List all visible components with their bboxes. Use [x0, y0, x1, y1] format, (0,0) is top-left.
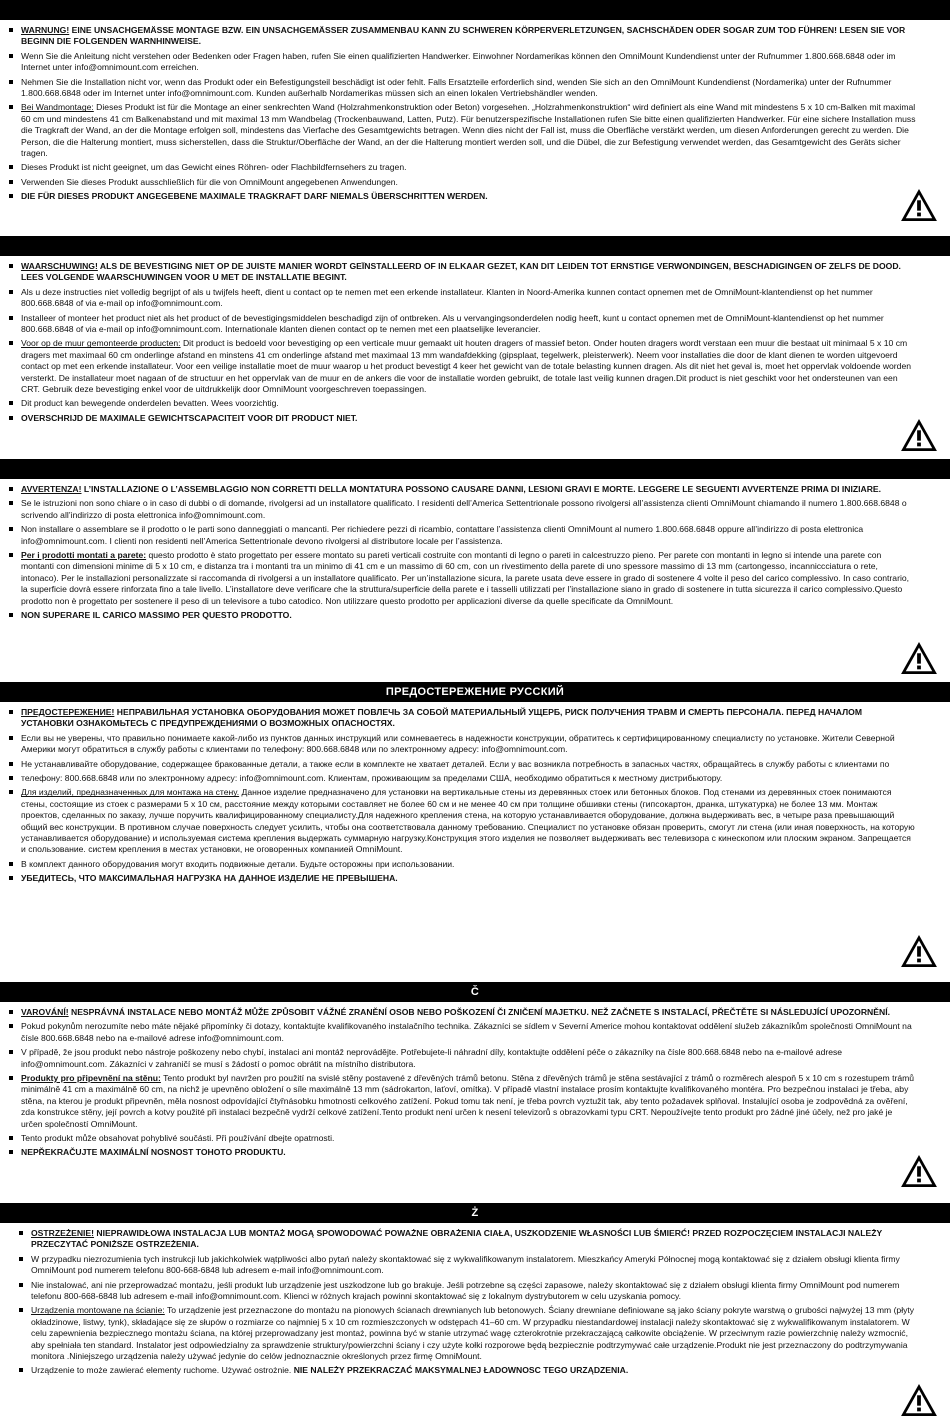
item-text: Dieses Produkt ist für die Montage an einer senkrechten Wand (Holzrahmenkonstruktion oder Beton) vorgesehen. „Holzrahmenkonstruktion“ wird definiert als eine Wand mit mindestens 5 x 10 cm-Balken mit maximal 60 cm und mindestens 41 cm Balkenabstand und mit maximal 13 mm Wandbelag (Trockenbauwand, Latten, Putz). Für benutzerspezifische Installationen rufen Sie bitte einen qualifizierten Handwerker. Für eine sichere Installation muss die Tragkraft der Wand, an der die Montage erfolgen soll, mindestens das Vierfache des Gesamtgewichts betragen. Wenn dies nicht der Fall ist, muss die Oberfläche verstärkt werden, um diesen Anforderungen gerecht zu werden. Die Person, die die Halterung montiert, muss sicherstellen, dass die Struktur/Oberfläche der Wand, an der die Halterung montiert werden soll, und die Dübel, die zur Befestigung verwendet werden, das Gesamtgewicht des Geräts sicher tragen. [21, 102, 916, 159]
list-item [18, 1228, 916, 1251]
item-text: УБЕДИТЕСЬ, ЧТО МАКСИМАЛЬНАЯ НАГРУЗКА НА ДАННОЕ ИЗДЕЛИЕ НЕ ПРЕВЫШЕНА. [21, 873, 398, 884]
section-header: ПРЕДОСТЕРЕЖЕНИЕ РУССКИЙ [0, 682, 950, 702]
item-text: телефону: 800.668.6848 или по электронному адресу: info@omnimount.com. Клиентам, проживающим за пределами США, необходимо обратиться к местному дистрибьютору. [21, 773, 723, 784]
warning-text: NESPRÁVNÁ INSTALACE NEBO MONTÁŽ MŮŽE ZPŮSOBIT VÁŽNÉ ZRANĚNÍ OSOB NEBO POŠKOZENÍ ČI ZNIČENÍ MAJETKU. NEŽ ZAČNETE S INSTALACÍ, PŘEČTĚTE SI NÁSLEDUJÍCÍ UPOZORNĚNÍ. [68, 1007, 890, 1017]
list-item [8, 873, 916, 884]
item-tail: NIE NALEŻY PRZEKRACZAĆ MAKSYMALNEJ ŁADOWNOSC TEGO URZĄDZENIA. [293, 1365, 629, 1376]
item-text: Nehmen Sie die Installation nicht vor, wenn das Produkt oder ein Befestigungsteil beschädigt ist oder fehlt. Falls Ersatzteile erforderlich sind, wenden Sie sich an den OmniMount Kundendienst (Nordamerika) unter der Rufnummer 1.800.668.6848 oder im Internet unter info@omnimount.com. Kunden außerhalb Nordamerikas müssen sich an einen lokalen Vertriebshändler wenden. [21, 76, 892, 99]
warning-triangle-icon [900, 1383, 938, 1417]
item-text: Nie instalować, ani nie przeprowadzać montażu, jeśli produkt lub urządzenie jest uszkodzone lub go brakuje. Jeśli potrzebne są części zapasowe, należy skontaktować się z działem obsługi klienta firmy OmniMount pod numerem telefonu 800-668-6848 lub adresem e-mail info@omnimount.com. Klienci w różnych krajach powinni skontaktować się z lokalnym dystrybutorem w celu uzyskania pomocy. [31, 1279, 900, 1302]
item-text: Не устанавливайте оборудование, содержащее бракованные детали, а также если в комплекте не хватает деталей. Если у вас возникла потребность в запасных частях, обращайтесь в службу работы с клиентами по [21, 758, 890, 769]
list-item [8, 338, 916, 395]
item-text: Verwenden Sie dieses Produkt ausschließlich für die von OmniMount angegebenen Anwendungen. [21, 176, 398, 187]
list-item [8, 733, 916, 756]
warning-lead: ПРЕДОСТЕРЕЖЕНИЕ! [21, 707, 115, 717]
item-text: Non installare o assemblare se il prodotto o le parti sono danneggiati o mancanti. Per richiedere pezzi di ricambio, contattare l’assistenza clienti OmniMount al numero 1.800.668.6848 oppure all’indirizzo di posta elettronica info@omnimount.com. I clienti non residenti nell’America Settentrionale devono rivolgersi al distributore locale per l’assistenza. [21, 524, 864, 546]
warning-list [0, 1002, 950, 1159]
item-text: Urządzenie to może zawierać elementy ruchome. Używać ostrożnie. [31, 1365, 294, 1376]
item-text: Tento produkt může obsahovat pohyblivé součásti. Při používání dbejte opatrnosti. [21, 1133, 335, 1144]
list-item [8, 261, 916, 284]
list-item [8, 550, 916, 607]
item-text: questo prodotto è stato progettato per essere montato su pareti verticali costruite con montanti di legno o pareti in calcestruzzo pieno. Per parete con montanti in legno si intende una parete con montanti con dimensioni minime di 5 x 10 cm, e distanza tra i montanti tra un minimo di 41 cm e un massimo di 60 cm, con un rivestimento della parete di uno spessore massimo di 13 mm (cartongesso, incanniccciatura o rete, intonaco). Per le installazioni personalizzate si raccomanda di rivolgersi a un installatore qualificato. Per un’installazione sicura, la parete usata deve essere in grado di sostenere 4 volte il peso del carico complessivo. In caso contrario, la superficie dovrà essere rinforzata fino a tale livello. L’installatore deve verificare che la struttura/superficie della parete e i tasselli utilizzati per l’installazione siano in grado di sostenere in tutta sicurezza il carico complessivo.Questo prodotto non è progettato per sostenere il peso di un televisore a tubo catodico. Non utilizzare questo prodotto per applicazioni diverse da quelle specificate da OmniMount. [21, 550, 910, 606]
section-polish [0, 1203, 950, 1380]
list-item [8, 1133, 916, 1144]
warning-triangle-icon [900, 641, 938, 675]
list-item [8, 498, 916, 521]
section-dutch [0, 236, 950, 427]
list-item [8, 191, 916, 202]
item-text: В комплект данного оборудования могут входить подвижные детали. Будьте осторожны при использовании. [21, 858, 455, 869]
warning-lead: WAARSCHUWING! [21, 261, 98, 271]
warning-lead: AVVERTENZA! [21, 484, 82, 494]
list-item [8, 610, 916, 621]
item-text: To urządzenie jest przeznaczone do montażu na pionowych ścianach drewnianych lub betonowych. Ściany drewniane definiowane są jako ściany pokryte warstwą o grubości najwyżej 13 mm (płyty okładzinowe, listwy, tynk), składające się ze słupów o rozmiarze co najmniej 5 x 10 cm rozmieszczonych w odstępach 41–60 cm. W przypadku niestandardowej instalacji należy skontaktować się z wykwalifikowanym instalatorem. W celu zapewnienia bezpiecznego montażu ściana, na której przeprowadzany jest montaż, powinna być w stanie utrzymać wagę czterokrotnie przekraczającą całkowite obciążenie. W przeciwnym razie powierzchnię należy wzmocnić, aby spełniała ten standard. Instalator jest odpowiedzialny za sprawdzenie struktury/powierzchni ściany i czy użyte kołki rozporowe będą bezpiecznie podtrzymywać całe urządzenie.Produkt nie jest przeznaczony do podtrzymywania monitora .Niniejszego urządzenia należy używać jedynie do celów jednoznacznie określonych przez firmę OmniMount. [31, 1305, 915, 1362]
list-item [8, 1147, 916, 1158]
warning-list [0, 20, 950, 203]
item-text: Installeer of monteer het product niet als het product of de bevestigingsmiddelen beschadigd zijn of ontbreken. Als u vervangingsonderdelen nodig heeft, kunt u contact opnemen met de OmniMount-klantendienst op het nummer 800.668.6848 of via e-mail op info@omnimount.com. Internationale klanten dienen contact op te nemen met een plaatselijke leverancier. [21, 312, 884, 335]
section-german [0, 0, 950, 206]
section-header [0, 0, 950, 20]
warning-lead: VAROVÁNÍ! [21, 1007, 69, 1017]
section-header: Č [0, 982, 950, 1002]
list-item [8, 1073, 916, 1130]
list-item [8, 313, 916, 336]
item-text: Tento produkt byl navržen pro použití na svislé stěny postavené z dřevěných trámů betonu. Stěna z dřevěných trámů je stěna sestávající z trámů o rozměrech alespoň 5 x 10 cm s rozestupem trámů minimálně 41 cm a maximálně 60 cm, na nichž je upevněno obložení o síle maximálně 13 mm (sádrokarton, laťoví, omítka). V případě vlastní instalace prosím kontaktujte kvalifikovaného montéra. Pro bezpečnou instalaci je třeba, aby stěna, na kterou je produkt připevněn, měla nosnost odpovídající čtyřnásobku hmotnosti celkového zatížení. Pokud tomu tak není, je třeba povrch vyztužit tak, aby tento požadavek splňoval. Instalující osoba je zodpovědná za ověření, zda konstrukce stěny, její povrch a kotvy použité při instalaci bezpečně vydrží celkové zatížení.Tento produkt není určen k nesení televizorů s obrazovkami typu CRT. Nepoužívejte tento produkt pro žádné jiné účely, než pro jaké je určen společností OmniMount. [21, 1073, 915, 1129]
warning-text: NIEPRAWIDŁOWA INSTALACJA LUB MONTAŻ MOGĄ SPOWODOWAĆ POWAŻNE OBRAŻENIA CIAŁA, USZKODZENIE WŁASNOŚCI LUB ŚMIERĆ! PRZED ROZPOCZĘCIEM INSTALACJI NALEŻY PRZECZYTAĆ PONIŻSZE OSTRZEŻENIA. [31, 1228, 883, 1250]
list-item [8, 707, 916, 730]
item-lead: Bei Wandmontage: [21, 102, 94, 113]
item-text: Pokud pokynům nerozumíte nebo máte nějaké připomínky či dotazy, kontaktujte kvalifikovaného instalačního technika. Zákazníci se sídlem v Severní Americe mohou kontaktovat oddělení služeb zákazníkům společnosti OmniMount na čísle 800.668.6848 nebo na e-mailové adrese info@omnimount.com. [21, 1021, 912, 1043]
section-header: Ż [0, 1203, 950, 1223]
warning-text: L’INSTALLAZIONE O L’ASSEMBLAGGIO NON CORRETTI DELLA MONTATURA POSSONO CAUSARE DANNI, LESIONI GRAVI E MORTE. LEGGERE LE SEGUENTI AVVERTENZE PRIMA DI INIZIARE. [81, 484, 882, 494]
section-russian [0, 682, 950, 888]
list-item [8, 398, 916, 409]
list-item [8, 759, 916, 770]
item-text: Dieses Produkt ist nicht geeignet, um das Gewicht eines Röhren- oder Flachbildfernsehers zu tragen. [21, 162, 407, 173]
warning-triangle-icon [900, 1154, 938, 1188]
list-item [8, 413, 916, 424]
item-lead: Per i prodotti montati a parete: [21, 550, 147, 561]
list-item [8, 51, 916, 74]
list-item [8, 1007, 916, 1018]
section-czech [0, 982, 950, 1162]
item-text: Als u deze instructies niet volledig begrijpt of als u twijfels heeft, dient u contact op te nemen met een erkende installateur. Klanten in Noord-Amerika kunnen contact opnemen met de OmniMount-klantendienst op het nummer 800.668.6848 of via e-mail op info@omnimount.com. [21, 286, 873, 309]
warning-text: НЕПРАВИЛЬНАЯ УСТАНОВКА ОБОРУДОВАНИЯ МОЖЕТ ПОВЛЕЧЬ ЗА СОБОЙ МАТЕРИАЛЬНЫЙ УЩЕРБ, РИСК ПОЛУЧЕНИЯ ТРАВМ И СМЕРТЬ ПЕРСОНАЛА. ПЕРЕД НАЧАЛОМ УСТАНОВКИ ОЗНАКОМЬТЕСЬ С ПРЕДУПРЕЖДЕНИЯМИ О ВОЗМОЖНЫХ ОПАСНОСТЯХ. [21, 707, 862, 729]
item-text: Wenn Sie die Anleitung nicht verstehen oder Bedenken oder Fragen haben, rufen Sie einen qualifizierten Handwerker. Einwohner Nordamerikas können den OmniMount Kundendienst unter der Rufnummer 1.800.668.6848 oder im Internet unter info@omnimount.com erreichen. [21, 50, 896, 73]
list-item [18, 1280, 916, 1303]
list-item [8, 287, 916, 310]
warning-list [0, 479, 950, 621]
warning-list [0, 702, 950, 885]
list-item [18, 1305, 916, 1362]
warning-lead: WARNUNG! [21, 25, 70, 35]
list-item [8, 1021, 916, 1044]
item-text: NEPŘEKRAČUJTE MAXIMÁLNÍ NOSNOST TOHOTO PRODUKTU. [21, 1147, 286, 1158]
list-item [18, 1254, 916, 1277]
warning-list [0, 256, 950, 424]
item-text: Если вы не уверены, что правильно понимаете какой-либо из пунктов данных инструкций или сомневаетесь в надежности конструкции, обратитесь к сертифицированному специалисту по установке. Жители Северной Америки могут обратиться в службу работы с клиентами по телефону: 800.668.6848 или по электронному адресу: info@omnimount.com. [21, 732, 895, 755]
item-text: NON SUPERARE IL CARICO MASSIMO PER QUESTO PRODOTTO. [21, 610, 292, 621]
list-item [8, 484, 916, 495]
list-item [8, 787, 916, 855]
list-item [8, 102, 916, 159]
list-item [8, 859, 916, 870]
list-item [8, 524, 916, 547]
item-text: DIE FÜR DIESES PRODUKT ANGEGEBENE MAXIMALE TRAGKRAFT DARF NIEMALS ÜBERSCHRITTEN WERDEN. [21, 191, 488, 202]
item-lead: Для изделий, предназначенных для монтажа на стену. [21, 787, 240, 798]
item-text: Данное изделие предназначено для установки на вертикальные стены из деревянных стоек или бетонных блоков. Под стенами из деревянных стоек понимаются стены, состоящие из стоек с размерами 5 x 10 см, расстояние между которыми составляет не более 60 см и не менее 40 см при толщине обшивки стены (гипсокартон, дранка, штукатурка) не более 13 мм. Монтаж проектов, сделанных по заказу, лучше поручить квалифицированному специалисту.Для надежного крепления стена, на которую устанавливается оборудование, должна выдерживать вес, в четыре раза превышающий общий вес конструкции. В противном случае поверхность следует усилить, чтобы она соответствовала данному требованию. Специалист по установке обязан проверить, смогут ли стена (или иная поверхность, на которую устанавливается оборудование) и используемая система крепления выдержать суммарную нагрузку.Конструкция этого изделия не позволяет выдерживать вес телевизора с кинескопом или плоским экраном. Запрещается и спользование. систем крепления в местах установки, не оговоренных компанией OmniMount. [21, 787, 915, 855]
item-text: V případě, že jsou produkt nebo nástroje poškozeny nebo chybí, instalaci ani montáž neprovádějte. Potřebujete-li náhradní díly, kontaktujte oddělení péče o zákazníky na čísle 800.668.6848 nebo na e-mailové adrese info@omnimount.com. Zákazníci v zahraničí se musí s žádostí o pomoc obrátit na místního distributora. [21, 1047, 843, 1069]
list-item [8, 1047, 916, 1070]
item-text: Se le istruzioni non sono chiare o in caso di dubbi o di domande, rivolgersi ad un installatore qualificato. I residenti dell’America Settentrionale possono rivolgersi all’assistenza clienti OmniMount chiamando il numero 1.800.668.6848 o scrivendo all’indirizzo di posta elettronica info@omnimount.com. [21, 498, 907, 520]
list-item [8, 177, 916, 188]
item-lead: Voor op de muur gemonteerde producten: [21, 338, 181, 349]
list-item [8, 773, 916, 784]
section-header [0, 459, 950, 479]
section-header [0, 236, 950, 256]
warning-triangle-icon [900, 934, 938, 968]
item-text: OVERSCHRIJD DE MAXIMALE GEWICHTSCAPACITEIT VOOR DIT PRODUCT NIET. [21, 412, 358, 423]
item-text: W przypadku niezrozumienia tych instrukcji lub jakichkolwiek wątpliwości albo pytań należy skontaktować się z wykwalifikowanym instalatorem. Mieszkańcy Ameryki Północnej mogą kontaktować się z działem obsługi klienta firmy OmniMount pod numerem telefonu 800-668-6848 lub adresem e-mail info@omnimount.com. [31, 1253, 900, 1276]
list-item [8, 77, 916, 100]
warning-list [0, 1223, 950, 1377]
item-lead: Urządzenia montowane na ścianie: [31, 1305, 165, 1316]
warning-lead: OSTRZEŻENIE! [31, 1228, 95, 1238]
warning-triangle-icon [900, 188, 938, 222]
warning-text: EINE UNSACHGEMÄSSE MONTAGE BZW. EIN UNSACHGEMÄSSER ZUSAMMENBAU KANN ZU SCHWEREN KÖRPERVERLETZUNGEN, SACHSCHÄDEN ODER SOGAR ZUM TOD FÜHREN! LESEN SIE VOR BEGINN DIE FOLGENDEN WARNHINWEISE. [21, 25, 906, 47]
warning-text: ALS DE BEVESTIGING NIET OP DE JUISTE MANIER WORDT GEÏNSTALLEERD OF IN ELKAAR GEZET, KAN DIT LEIDEN TOT ERNSTIGE VERWONDINGEN, BESCHADIGINGEN OF ZELFS DE DOOD. LEES VOLGENDE WAARSCHUWINGEN VOOR U MET DE INSTALLATIE BEGINT. [21, 261, 901, 283]
list-item [8, 162, 916, 173]
list-item [18, 1365, 916, 1376]
item-lead: Produkty pro připevnění na stěnu: [21, 1073, 161, 1084]
list-item [8, 25, 916, 48]
item-text: Dit product is bedoeld voor bevestiging op een verticale muur gemaakt uit houten dragers of massief beton. Onder houten dragers wordt verstaan een muur die bestaat uit minimaal 5 x 10 cm dragers met maximaal 60 cm onderlinge afstand en minstens 41 cm onderlinge afstand met maximaal 13 mm wandafdekking (gipsplaat, tegelwerk, pleisterwerk). Neem voor installaties die door de klant dienen te worden uitgevoerd contact op met een erkende installateur. Voor een veilige installatie moet de muur waarop u het product bevestigt 4 keer het gewicht van de totale belasting kunnen dragen. Als dit niet het geval is, moet het oppervlak voldoende worden versterkt. De installateur moet nagaan of de structuur en het oppervlak van de muur en de ankers die voor de installatie worden gebruikt, de totale last veilig kunnen dragen.Dit product is niet geschikt voor het ondersteunen van een CRT. Gebruik deze bevestiging enkel voor de uitdrukkelijk door OmniMount voorgeschreven toepassingen. [21, 338, 912, 395]
item-text: Dit product kan bewegende onderdelen bevatten. Wees voorzichtig. [21, 398, 279, 409]
warning-triangle-icon [900, 418, 938, 452]
section-italian [0, 459, 950, 624]
